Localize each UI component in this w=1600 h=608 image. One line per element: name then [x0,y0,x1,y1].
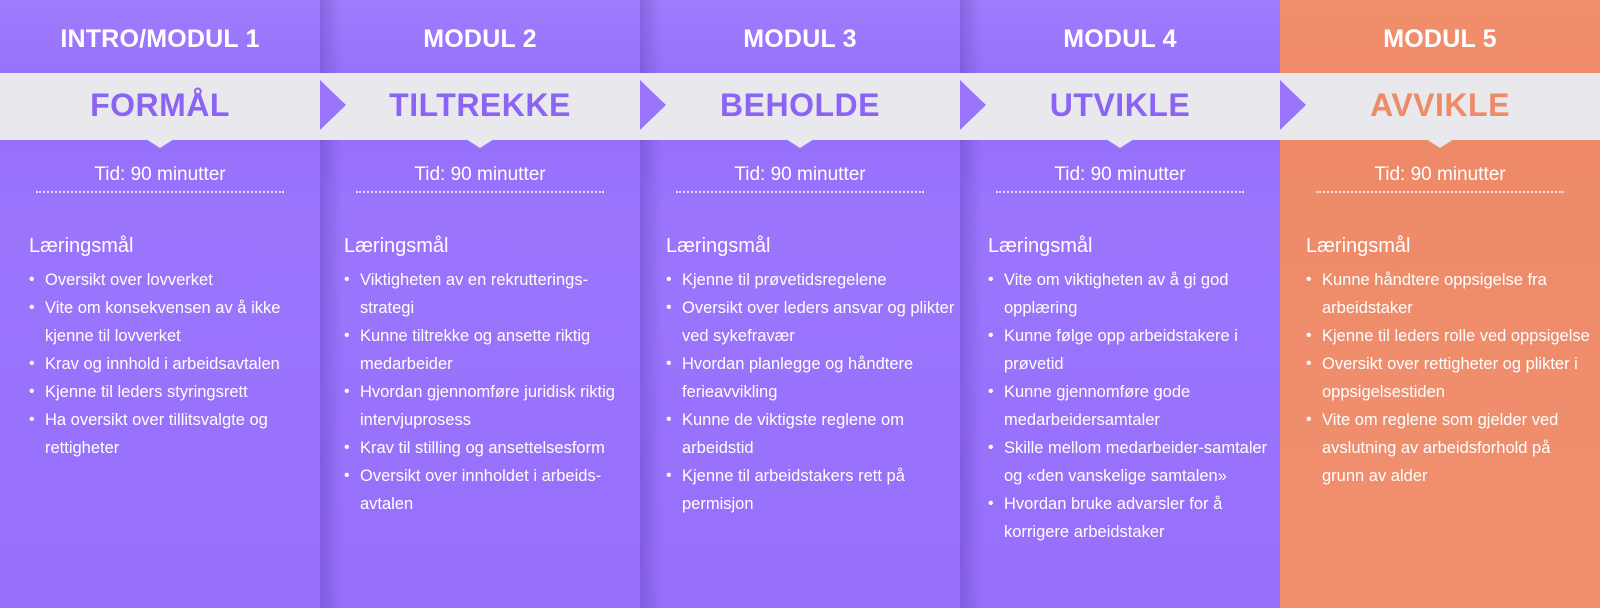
learning-goals [29,235,314,462]
dotted-divider [676,191,924,193]
learning-goals [1306,235,1596,490]
module-column-4 [960,0,1280,608]
band-notch [466,139,494,148]
goal-item: • Vite om reglene som gjelder ved avslutning av arbeidsforhold på grunn av alder [1306,406,1596,490]
band-notch [1426,139,1454,148]
module-heading: FORMÅL [90,87,230,123]
chevron-right-icon [320,80,346,130]
chevron-right-icon [960,80,986,130]
goal-item: • Viktigheten av en rekrutterings-strategi [344,266,636,322]
goal-item: • Kunne håndtere oppsigelse fra arbeidstaker [1306,266,1596,322]
goal-item: • Kjenne til prøvetidsregelene [666,266,956,294]
learning-goals-title: Læringsmål [29,235,134,257]
goal-item: • Kjenne til arbeidstakers rett på permisjon [666,462,956,518]
goal-item: • Ha oversikt over tillitsvalgte og rettigheter [29,406,314,462]
learning-goals [988,235,1276,546]
module-duration: Tid: 90 minutter [94,164,226,185]
goal-item: • Vite om viktigheten av å gi god opplæring [988,266,1276,322]
module-column-1 [0,0,320,608]
goal-item: • Hvordan gjennomføre juridisk riktig intervjuprosess [344,378,636,434]
goal-item: • Oversikt over innholdet i arbeids-avtalen [344,462,636,518]
module-heading: UTVIKLE [1049,87,1191,123]
module-column-3 [640,0,960,608]
goal-item: • Vite om konsekvensen av å ikke kjenne til lovverket [29,294,314,350]
module-title: MODUL 5 [1383,25,1497,53]
dotted-divider [1316,191,1564,193]
module-title: MODUL 3 [743,25,857,53]
goal-item: • Krav til stilling og ansettelsesform [344,434,636,462]
learning-goals-title: Læringsmål [666,235,771,257]
dotted-divider [36,191,284,193]
learning-goals-title: Læringsmål [988,235,1093,257]
module-column-2 [320,0,640,608]
goal-item: • Oversikt over leders ansvar og plikter ved sykefravær [666,294,956,350]
goal-item: • Oversikt over lovverket [29,266,314,294]
module-duration: Tid: 90 minutter [414,164,546,185]
module-heading: BEHOLDE [720,87,880,123]
module-title: MODUL 2 [423,25,537,53]
module-title: INTRO/MODUL 1 [60,25,260,53]
band-notch [1106,139,1134,148]
goal-item: • Kunne de viktigste reglene om arbeidstid [666,406,956,462]
module-duration: Tid: 90 minutter [1054,164,1186,185]
band-notch [786,139,814,148]
learning-goals [344,235,636,518]
dotted-divider [356,191,604,193]
goal-item: • Hvordan bruke advarsler for å korrigere arbeidstaker [988,490,1276,546]
goal-item: • Kjenne til leders rolle ved oppsigelse [1306,322,1596,350]
goal-item: • Kunne følge opp arbeidstakere i prøvetid [988,322,1276,378]
dotted-divider [996,191,1244,193]
module-duration: Tid: 90 minutter [1374,164,1506,185]
module-duration: Tid: 90 minutter [734,164,866,185]
module-column-5 [1280,0,1600,608]
module-title: MODUL 4 [1063,25,1177,53]
goal-item: • Oversikt over rettigheter og plikter i oppsigelsestiden [1306,350,1596,406]
goal-item: • Krav og innhold i arbeidsavtalen [29,350,314,378]
learning-goals-title: Læringsmål [1306,235,1411,257]
band-notch [146,139,174,148]
goal-item: • Kunne tiltrekke og ansette riktig medarbeider [344,322,636,378]
learning-goals [666,235,956,518]
goal-item: • Kjenne til leders styringsrett [29,378,314,406]
goal-item: • Kunne gjennomføre gode medarbeidersamtaler [988,378,1276,434]
chevron-right-icon [1280,80,1306,130]
chevron-right-icon [640,80,666,130]
module-heading: AVVIKLE [1370,87,1510,123]
goal-item: • Skille mellom medarbeider-samtaler og «den vanskelige samtalen» [988,434,1276,490]
goal-item: • Hvordan planlegge og håndtere ferieavvikling [666,350,956,406]
module-heading: TILTREKKE [389,87,571,123]
learning-goals-title: Læringsmål [344,235,449,257]
